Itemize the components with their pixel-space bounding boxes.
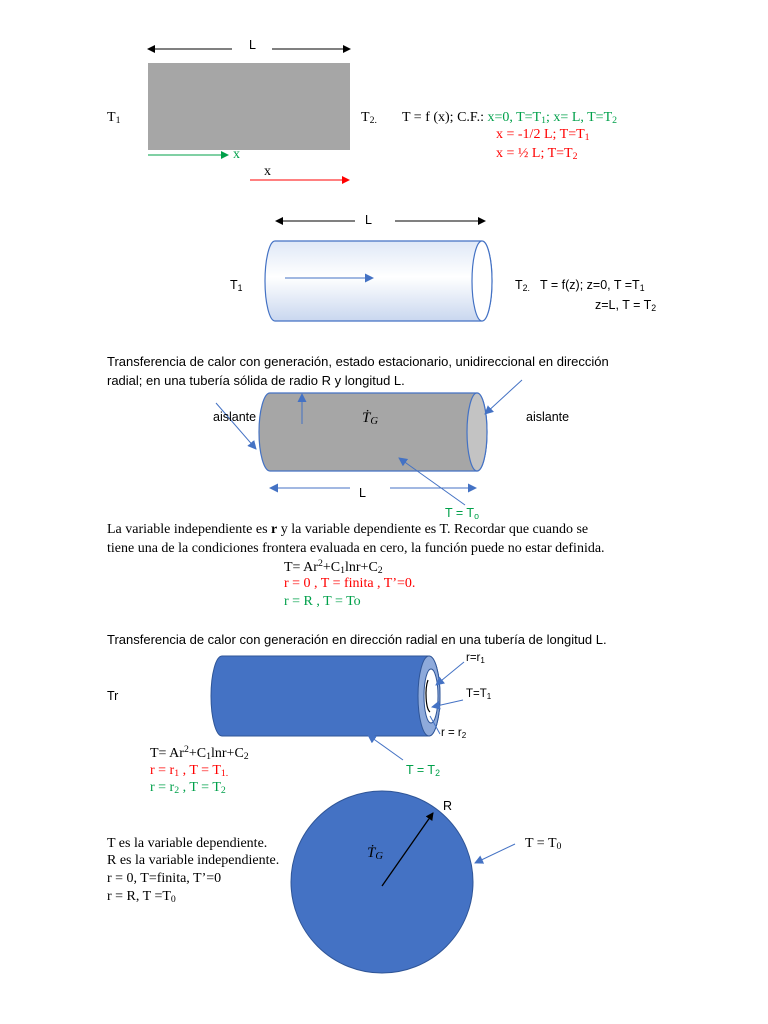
section3-heading-line1: Transferencia de calor con generación, estado estacionario, unidireccional en dirección [107, 354, 609, 369]
section3-bc-red: r = 0 , T = finita , T’=0. [284, 576, 416, 591]
section3-bc-green: r = R , T = To [284, 594, 361, 609]
section4-general-solution: $T= Ar^2+C_1\ln r+C_2$ [150, 744, 249, 762]
slab-figure [148, 49, 350, 180]
section5-line3: r = 0, T=finita, T’=0 [107, 871, 222, 886]
tube-body [265, 241, 492, 321]
section4-bc-green: $r = r_2$ , $T = T_2$ [150, 780, 226, 796]
section3-body-line2: tiene una de la condiciones frontera evaluada en cero, la función puede no estar definida. [107, 541, 605, 556]
disk-heat-generation-symbol: Ṫ$_G$ [367, 845, 383, 862]
green-x-axis-label: x [233, 147, 240, 162]
t1-label: $T=T_1$ [466, 688, 492, 701]
tube-bc-line2: z=L, $T = T_2$ [595, 298, 657, 313]
section5-line4: r = R, $T =T_0$ [107, 889, 176, 905]
section4-heading: Transferencia de calor con generación en dirección radial en una tubería de longitud L. [107, 632, 607, 647]
tube-end-face [472, 241, 492, 321]
red-x-axis-label: x [264, 164, 271, 179]
slab-boundary-conditions: T = f (x); C.F.: x=0, $T=T_1$; x= L, $T=T_2$ [402, 110, 618, 126]
grey-slab [148, 63, 350, 150]
tr-label: Tr [107, 689, 119, 703]
t2-pointer [368, 735, 403, 760]
disk-surface-temp-label: $T = T_0$ [525, 836, 562, 852]
slab-bc-red-2: x = ½ L; $T=T_2$ [496, 146, 578, 162]
tube-t1-label: $T_1$ [230, 278, 243, 293]
tube-bc-line1: T = f(z); z=0, $T =T_1$ [540, 278, 645, 293]
t2-label: $T = T_2$ [406, 763, 440, 778]
heat-generation-symbol: Ṫ$_G$ [362, 410, 378, 427]
slab-t1-label: $T_1$ [107, 110, 121, 126]
cylinder-figure [265, 221, 492, 321]
pipe-length-label: L [359, 486, 366, 500]
section3-body-line1: La variable independiente es r y la variable dependiente es T. Recordar que cuando se [107, 522, 589, 537]
r1-pointer [436, 662, 464, 685]
tube-t2-label: $T_{2.}$ [515, 278, 530, 293]
hollow-pipe-figure [211, 656, 467, 760]
aislante-left-label: aislante [213, 410, 257, 424]
blue-disk [291, 791, 473, 973]
section4-bc-red: $r = r_1$ , $T = T_{1.}$ [150, 763, 229, 779]
slab-t2-label: $T_{2.}$ [361, 110, 377, 126]
hollow-pipe-body [211, 656, 440, 736]
solid-pipe-figure [216, 380, 522, 505]
r1-label: $r=r_1$ [466, 652, 485, 665]
section5-line2: R es la variable independiente. [107, 853, 280, 868]
aislante-right-label: aislante [526, 410, 570, 424]
section3-general-solution: $T= Ar^2+C_1\ln r+C_2$ [284, 558, 383, 576]
disk-radius-label: R [443, 799, 453, 813]
disk-figure [291, 791, 515, 973]
slab-bc-red-1: x = -1/2 L; $T=T_1$ [496, 127, 590, 143]
pipe-end-face [467, 393, 487, 471]
section5-line1: T es la variable dependiente. [107, 836, 268, 851]
pipe-body [259, 393, 487, 471]
slab-length-label: L [249, 38, 256, 52]
r2-label: $r = r_2$ [441, 727, 467, 740]
surface-temp-arrow [475, 844, 515, 863]
tube-length-label: L [365, 213, 372, 227]
insulation-arrow-right [485, 380, 522, 414]
section3-heading-line2: radial; en una tubería sólida de radio R y longitud L. [107, 373, 405, 388]
surface-temp-label: $T = T_o$ [445, 506, 479, 521]
